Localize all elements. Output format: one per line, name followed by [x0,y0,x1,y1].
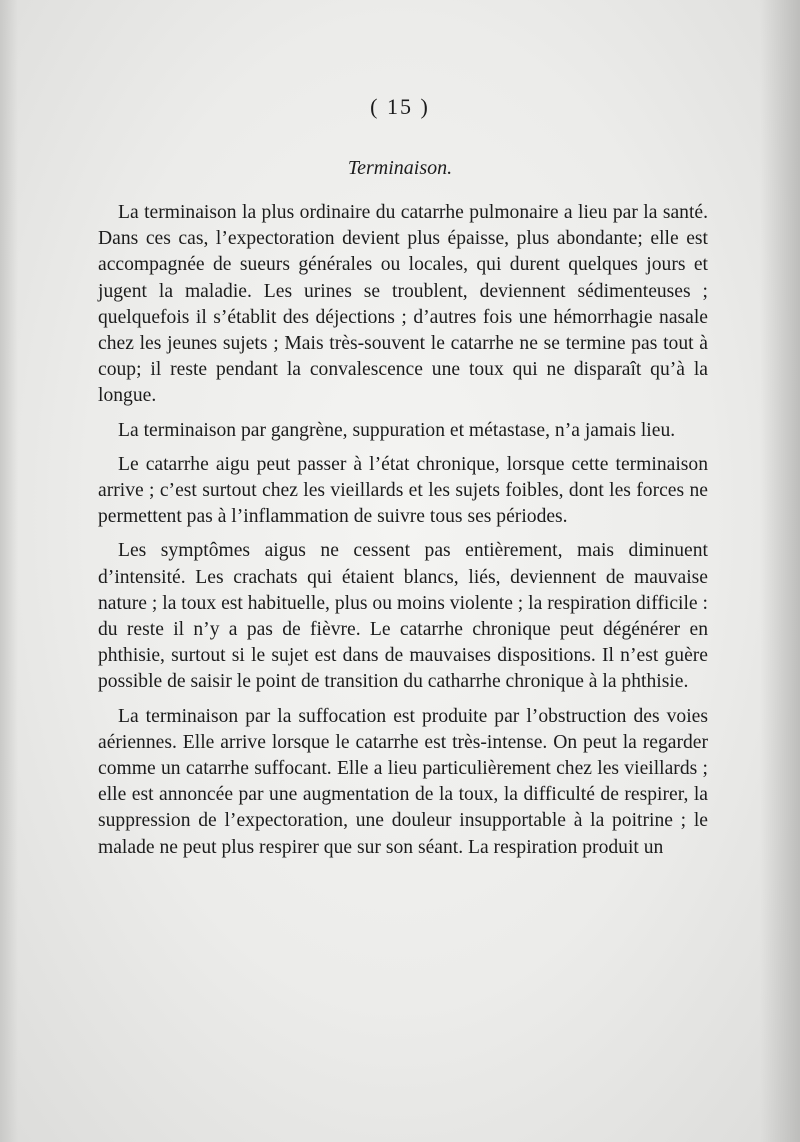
section-title: Terminaison. [347,157,453,179]
paragraph-5: La terminaison par la suffocation est produite par l’obstruction des voies aériennes. Elle arrive lorsque le catarrhe est très-intense. On peut la regarder comme un catarrhe suffocant. Elle a lieu particulièrement chez les vieillards ; elle est annoncée par une augmentation de la toux, la difficulté de respirer, la suppression de l’expectoration, une douleur insupportable à la poitrine ; le malade ne peut plus respirer que sur son séant. La respiration produit un [98,705,708,858]
paragraph-2: La terminaison par gangrène, suppuration et métastase, n’a jamais lieu. [118,419,676,441]
paragraph-1: La terminaison la plus ordinaire du catarrhe pulmonaire a lieu par la santé. Dans ces cas, l’expectoration devient plus épaisse, plus abondante; elle est accompagnée de sueurs générales ou locales, qui durent quelques jours et jugent la maladie. Les urines se troublent, deviennent sédimenteuses ; quelquefois il s’établit des déjections ; d’autres fois une hémorrhagie nasale chez les jeunes sujets ; Mais très-souvent le catarrhe ne se termine pas tout à coup; il reste pendant la convalescence une toux qui ne disparaît qu’à la longue. [98,202,708,407]
paragraph-3: Le catarrhe aigu peut passer à l’état chronique, lorsque cette terminaison arrive ; c’est surtout chez les vieillards et les sujets foibles, dont les forces ne permettent pas à l’inflammation de suivre tous ses périodes. [98,453,708,528]
paragraph-4: Les symptômes aigus ne cessent pas entièrement, mais diminuent d’intensité. Les crachats qui étaient blancs, liés, deviennent de mauvaise nature ; la toux est habituelle, plus ou moins violente ; la respiration difficile : du reste il n’y a pas de fièvre. Le catarrhe chronique peut dégénérer en phthisie, surtout si le sujet est dans de mauvaises dispositions. Il n’est guère possible de saisir le point de transition du catharrhe chronique à la phthisie. [98,540,708,693]
page-number: ( 15 ) [370,94,430,119]
body-text [98,200,708,869]
